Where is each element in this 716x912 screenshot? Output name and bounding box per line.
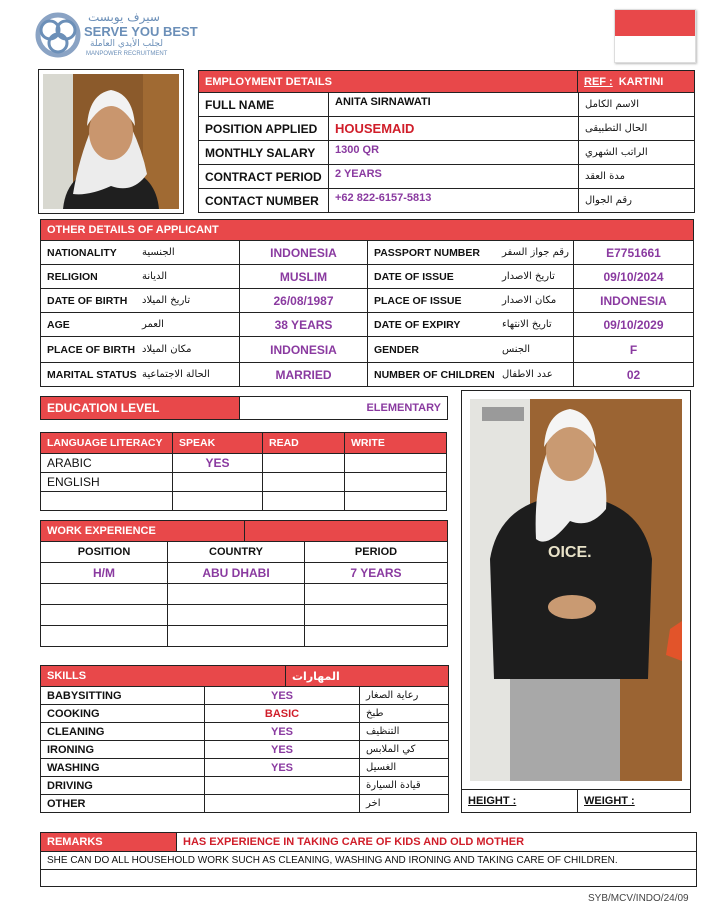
contract-period-value: 2 YEARS xyxy=(328,164,579,189)
work-experience-title: WORK EXPERIENCE xyxy=(40,520,245,542)
skill-label: OTHER xyxy=(40,794,205,813)
language-cell xyxy=(262,491,345,511)
skill-value: BASIC xyxy=(204,704,360,723)
other-left-value: MUSLIM xyxy=(239,264,368,289)
company-logo xyxy=(34,10,214,62)
skill-value: YES xyxy=(204,758,360,777)
other-right-label: DATE OF EXPIRY xyxy=(367,312,497,337)
height-label: HEIGHT : xyxy=(468,795,517,807)
other-left-label: PLACE OF BIRTH xyxy=(40,336,137,363)
other-left-label: DATE OF BIRTH xyxy=(40,288,137,313)
other-right-label: DATE OF ISSUE xyxy=(367,264,497,289)
language-cell xyxy=(262,453,345,473)
language-header: SPEAK xyxy=(172,432,263,454)
skill-label: WASHING xyxy=(40,758,205,777)
other-left-arabic: العمر xyxy=(136,312,240,337)
other-right-label: PLACE OF ISSUE xyxy=(367,288,497,313)
skill-label: CLEANING xyxy=(40,722,205,741)
other-right-label: GENDER xyxy=(367,336,497,363)
remarks-line-2 xyxy=(40,869,697,887)
skill-arabic: كي الملابس xyxy=(359,740,449,759)
other-left-label: NATIONALITY xyxy=(40,240,137,265)
language-cell xyxy=(172,472,263,492)
work-cell xyxy=(167,625,305,647)
employment-title: EMPLOYMENT DETAILS xyxy=(198,70,578,93)
contact-number-value: +62 822-6157-5813 xyxy=(328,188,579,213)
work-experience-title-spacer xyxy=(244,520,448,542)
skill-label: BABYSITTING xyxy=(40,686,205,705)
language-cell: ENGLISH xyxy=(40,472,173,492)
language-cell: ARABIC xyxy=(40,453,173,473)
other-left-label: RELIGION xyxy=(40,264,137,289)
skill-value: YES xyxy=(204,740,360,759)
work-cell xyxy=(40,604,168,626)
full-name-arabic: الاسم الكامل xyxy=(578,92,695,117)
work-cell xyxy=(304,604,448,626)
remarks-headline: HAS EXPERIENCE IN TAKING CARE OF KIDS AND OLD MOTHER xyxy=(176,832,697,852)
monthly-salary-value: 1300 QR xyxy=(328,140,579,165)
other-left-arabic: الجنسية xyxy=(136,240,240,265)
skill-arabic: التنظيف xyxy=(359,722,449,741)
work-cell xyxy=(304,583,448,605)
work-cell xyxy=(40,583,168,605)
work-cell xyxy=(167,583,305,605)
skill-arabic: طبخ xyxy=(359,704,449,723)
skill-value xyxy=(204,776,360,795)
other-left-arabic: الديانة xyxy=(136,264,240,289)
work-cell xyxy=(40,625,168,647)
logo-arabic: سيرف يوبست xyxy=(88,10,160,24)
logo-name: SERVE YOU BEST xyxy=(84,24,198,39)
position-applied-label: POSITION APPLIED xyxy=(198,116,329,141)
indonesia-flag xyxy=(614,9,696,63)
skill-arabic: اخر xyxy=(359,794,449,813)
education-value: ELEMENTARY xyxy=(239,396,448,420)
language-cell xyxy=(262,472,345,492)
skill-value: YES xyxy=(204,686,360,705)
skill-label: COOKING xyxy=(40,704,205,723)
contact-number-label: CONTACT NUMBER xyxy=(198,188,329,213)
skills-title-arabic: المهارات xyxy=(285,665,449,687)
other-right-arabic: عدد الاطفال xyxy=(496,362,574,387)
other-right-value: 09/10/2024 xyxy=(573,264,694,289)
other-left-value: 38 YEARS xyxy=(239,312,368,337)
svg-text:OICE.: OICE. xyxy=(548,544,592,561)
skill-value xyxy=(204,794,360,813)
other-details-title: OTHER DETAILS OF APPLICANT xyxy=(40,219,694,241)
other-left-value: INDONESIA xyxy=(239,240,368,265)
other-right-value: 09/10/2029 xyxy=(573,312,694,337)
other-right-value: INDONESIA xyxy=(573,288,694,313)
contract-period-label: CONTRACT PERIOD xyxy=(198,164,329,189)
full-name-value: ANITA SIRNAWATI xyxy=(328,92,579,117)
other-left-arabic: مكان الميلاد xyxy=(136,336,240,363)
skill-arabic: قيادة السيارة xyxy=(359,776,449,795)
work-cell: 7 YEARS xyxy=(304,562,448,584)
other-right-label: NUMBER OF CHILDREN xyxy=(367,362,497,387)
work-cell: ABU DHABI xyxy=(167,562,305,584)
weight-field xyxy=(577,789,691,813)
footer-code: SYB/MCV/INDO/24/09 xyxy=(588,893,689,904)
other-right-arabic: الجنس xyxy=(496,336,574,363)
language-cell xyxy=(172,491,263,511)
other-right-arabic: رقم جواز السفر xyxy=(496,240,574,265)
language-cell xyxy=(344,491,447,511)
work-header: COUNTRY xyxy=(167,541,305,563)
remarks-label: REMARKS xyxy=(40,832,177,852)
monthly-salary-label: MONTHLY SALARY xyxy=(198,140,329,165)
education-label: EDUCATION LEVEL xyxy=(40,396,240,420)
other-right-label: PASSPORT NUMBER xyxy=(367,240,497,265)
language-cell: YES xyxy=(172,453,263,473)
language-cell xyxy=(344,453,447,473)
skill-label: DRIVING xyxy=(40,776,205,795)
logo-emblem-icon xyxy=(34,10,82,60)
language-header: READ xyxy=(262,432,345,454)
applicant-portrait-photo xyxy=(38,69,184,214)
other-left-arabic: الحالة الاجتماعية xyxy=(136,362,240,387)
language-header: WRITE xyxy=(344,432,447,454)
other-left-label: AGE xyxy=(40,312,137,337)
work-cell: H/M xyxy=(40,562,168,584)
ref-value: KARTINI xyxy=(618,75,664,88)
other-left-value: MARRIED xyxy=(239,362,368,387)
skill-value: YES xyxy=(204,722,360,741)
work-cell xyxy=(167,604,305,626)
logo-arabic-sub: لجلب الأيدي العاملة xyxy=(90,39,163,49)
full-name-label: FULL NAME xyxy=(198,92,329,117)
other-right-value: E7751661 xyxy=(573,240,694,265)
position-applied-arabic: الحال التطبيقى xyxy=(578,116,695,141)
skills-title: SKILLS xyxy=(40,665,286,687)
skill-arabic: الغسيل xyxy=(359,758,449,777)
other-right-arabic: تاريخ الاصدار xyxy=(496,264,574,289)
contact-number-arabic: رقم الجوال xyxy=(578,188,695,213)
other-left-label: MARITAL STATUS xyxy=(40,362,137,387)
ref-cell xyxy=(577,70,695,93)
logo-sub: MANPOWER RECRUITMENT xyxy=(86,51,168,57)
language-cell xyxy=(344,472,447,492)
height-field xyxy=(461,789,578,813)
language-cell xyxy=(40,491,173,511)
contract-period-arabic: مدة العقد xyxy=(578,164,695,189)
other-right-value: 02 xyxy=(573,362,694,387)
work-cell xyxy=(304,625,448,647)
monthly-salary-arabic: الراتب الشهري xyxy=(578,140,695,165)
other-right-arabic: مكان الاصدار xyxy=(496,288,574,313)
skill-label: IRONING xyxy=(40,740,205,759)
skill-arabic: رعاية الصغار xyxy=(359,686,449,705)
work-header: PERIOD xyxy=(304,541,448,563)
applicant-full-photo xyxy=(461,390,691,790)
ref-label: REF : xyxy=(584,75,613,88)
language-header: LANGUAGE LITERACY xyxy=(40,432,173,454)
other-left-value: INDONESIA xyxy=(239,336,368,363)
weight-label: WEIGHT : xyxy=(584,795,635,807)
remarks-line-1: SHE CAN DO ALL HOUSEHOLD WORK SUCH AS CLEANING, WASHING AND IRONING AND TAKING CARE OF CHILDREN. xyxy=(40,851,697,870)
other-left-value: 26/08/1987 xyxy=(239,288,368,313)
other-right-value: F xyxy=(573,336,694,363)
work-header: POSITION xyxy=(40,541,168,563)
other-right-arabic: تاريخ الانتهاء xyxy=(496,312,574,337)
position-applied-value: HOUSEMAID xyxy=(328,116,579,141)
other-left-arabic: تاريخ الميلاد xyxy=(136,288,240,313)
